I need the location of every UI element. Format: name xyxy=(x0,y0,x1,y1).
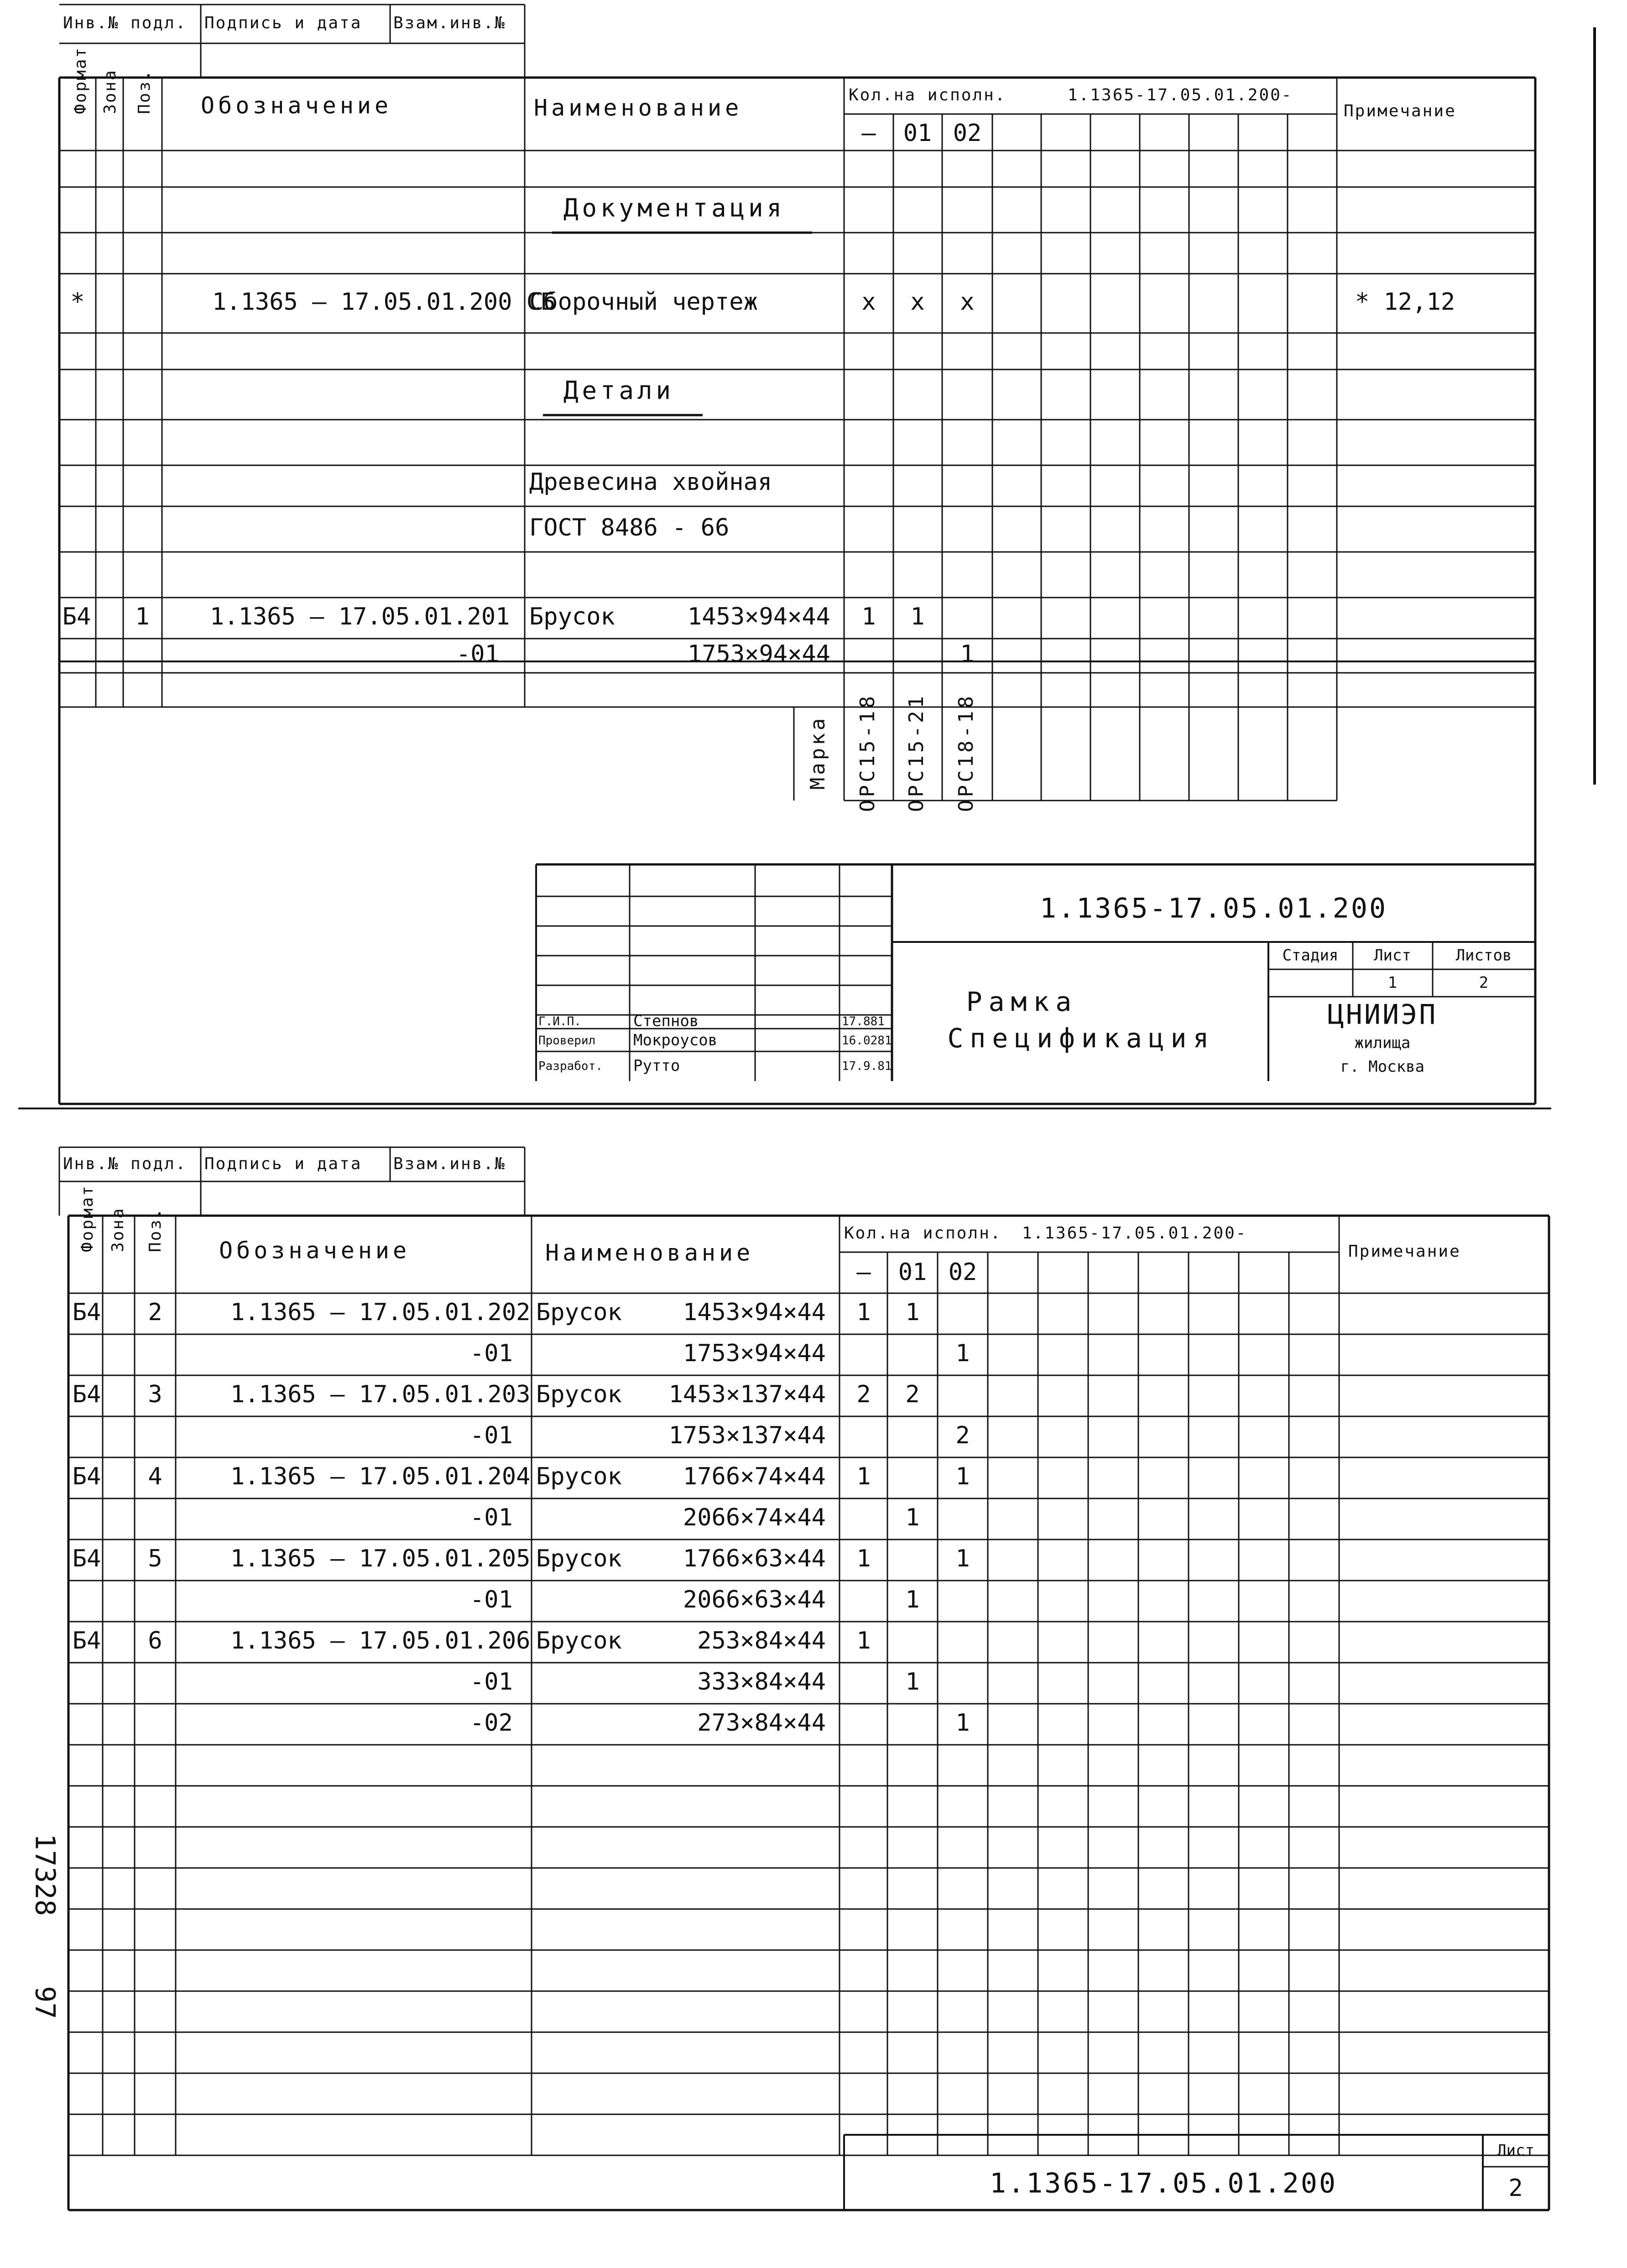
row-size: 1753×94×44 xyxy=(687,640,830,668)
col-format: Формат xyxy=(71,46,90,114)
qty-header: Кол.на исполн. xyxy=(849,86,1006,104)
sheet-value: 1 xyxy=(1387,973,1398,992)
row2-q1: 1 xyxy=(905,1299,920,1326)
title-line-2: Спецификация xyxy=(947,1023,1215,1054)
person-role: Проверил xyxy=(538,1034,596,1048)
section-parts: Детали xyxy=(563,376,675,405)
row-designation: 1.1365 — 17.05.01.201 xyxy=(210,603,510,630)
col-zone: Зона xyxy=(101,69,120,114)
qty2-header: Кол.на исполн. xyxy=(844,1224,1002,1243)
col-designation: Обозначение xyxy=(201,92,392,119)
row2-format: Б4 xyxy=(72,1381,101,1408)
row2-q1: 1 xyxy=(905,1668,920,1696)
person-date: 17.9.81 xyxy=(842,1059,892,1073)
variant-dash: — xyxy=(861,120,876,147)
stamp-inv-label-2: Инв.№ подл. xyxy=(63,1155,187,1173)
table-grid-lines xyxy=(18,5,1595,2210)
stage-label: Стадия xyxy=(1282,946,1339,965)
row2-size: 1766×63×44 xyxy=(683,1545,826,1572)
person-date: 16.0281 xyxy=(842,1034,892,1048)
person-name: Степнов xyxy=(633,1012,699,1030)
row2-size: 253×84×44 xyxy=(697,1627,826,1654)
qty-base: 1.1365-17.05.01.200- xyxy=(1068,86,1293,104)
material-line-2: ГОСТ 8486 - 66 xyxy=(529,514,730,541)
doc-designation: 1.1365 — 17.05.01.200 СБ xyxy=(212,288,555,316)
row2-designation: 1.1365 — 17.05.01.203 xyxy=(230,1381,531,1408)
row2-q1: 2 xyxy=(905,1381,920,1408)
doc-note: * 12,12 xyxy=(1355,288,1455,316)
margin-page-number: 97 xyxy=(29,1986,61,2019)
row-pos: 1 xyxy=(135,603,150,630)
row-size: 1453×94×44 xyxy=(687,603,830,630)
org-line-3: г. Москва xyxy=(1340,1057,1425,1076)
row2-designation: -01 xyxy=(470,1504,513,1531)
doc-format: * xyxy=(70,288,85,316)
row2-q0: 1 xyxy=(856,1299,871,1326)
row2-size: 273×84×44 xyxy=(697,1709,826,1737)
row2-q0: 2 xyxy=(856,1381,871,1408)
row2-designation: 1.1365 — 17.05.01.202 xyxy=(230,1299,531,1326)
row2-designation: -01 xyxy=(470,1668,513,1696)
row2-format: Б4 xyxy=(72,1627,101,1654)
row2-size: 1453×94×44 xyxy=(683,1299,826,1326)
person-name: Мокроусов xyxy=(633,1031,718,1050)
marka-label: Марка xyxy=(806,715,829,790)
row2-size: 2066×63×44 xyxy=(683,1586,826,1613)
row-format: Б4 xyxy=(62,603,91,630)
row2-format: Б4 xyxy=(72,1463,101,1490)
org-line-1: ЦНИИЭП xyxy=(1327,999,1438,1031)
row2-name: Брусок xyxy=(536,1381,622,1408)
row2-q2: 2 xyxy=(955,1422,970,1449)
row-name: Брусок xyxy=(529,603,615,630)
row2-name: Брусок xyxy=(536,1627,622,1654)
col2-name: Наименование xyxy=(545,1239,754,1266)
row-q1: 1 xyxy=(910,603,925,630)
row2-pos: 3 xyxy=(148,1381,162,1408)
title-line-1: Рамка xyxy=(966,986,1078,1018)
footer-doc-number: 1.1365-17.05.01.200 xyxy=(989,2167,1338,2200)
row-q2: 1 xyxy=(960,640,975,668)
qty2-base: 1.1365-17.05.01.200- xyxy=(1022,1224,1247,1243)
row2-size: 333×84×44 xyxy=(697,1668,826,1696)
row-q0: 1 xyxy=(861,603,876,630)
row2-designation: 1.1365 — 17.05.01.206 xyxy=(230,1627,531,1654)
row2-size: 1453×137×44 xyxy=(668,1381,826,1408)
col-note: Примечание xyxy=(1344,102,1456,120)
row2-designation: -01 xyxy=(470,1340,513,1367)
material-line-1: Древесина хвойная xyxy=(529,468,772,496)
doc-q1: х xyxy=(910,288,925,316)
row2-q1: 1 xyxy=(905,1586,920,1613)
org-line-2: жилища xyxy=(1354,1034,1411,1052)
row2-pos: 4 xyxy=(148,1463,162,1490)
row2-q0: 1 xyxy=(856,1463,871,1490)
col2-zone: Зона xyxy=(109,1207,127,1252)
row2-q2: 1 xyxy=(955,1709,970,1737)
stamp-inv-label: Инв.№ подл. xyxy=(63,14,187,32)
row2-format: Б4 xyxy=(72,1299,101,1326)
row2-name: Брусок xyxy=(536,1299,622,1326)
row2-name: Брусок xyxy=(536,1463,622,1490)
sheet-label: Лист xyxy=(1374,946,1411,965)
doc-q0: х xyxy=(861,288,876,316)
marka-1: ОРС15-21 xyxy=(905,693,928,812)
row2-q0: 1 xyxy=(856,1627,871,1654)
doc-q2: х xyxy=(960,288,975,316)
variant2-01: 01 xyxy=(898,1259,927,1286)
row2-format: Б4 xyxy=(72,1545,101,1572)
variant-01: 01 xyxy=(903,120,932,147)
footer-sheet-label: Лист xyxy=(1497,2141,1534,2160)
title-doc-number: 1.1365-17.05.01.200 xyxy=(1039,892,1388,925)
col2-pos: Поз. xyxy=(146,1207,165,1252)
stamp-sign-label: Подпись и дата xyxy=(204,14,362,32)
variant2-02: 02 xyxy=(948,1259,977,1286)
row2-designation: -01 xyxy=(470,1586,513,1613)
row-designation: -01 xyxy=(456,640,499,668)
row2-size: 2066×74×44 xyxy=(683,1504,826,1531)
marka-2: ОРС18-18 xyxy=(954,693,978,812)
col2-format: Формат xyxy=(78,1184,97,1252)
row2-q2: 1 xyxy=(955,1545,970,1572)
row2-designation: 1.1365 — 17.05.01.205 xyxy=(230,1545,531,1572)
person-date: 17.881 xyxy=(842,1014,885,1029)
row2-pos: 2 xyxy=(148,1299,162,1326)
row2-designation: -01 xyxy=(470,1422,513,1449)
variant2-dash: — xyxy=(856,1259,871,1286)
margin-archive-number: 17328 xyxy=(29,1833,61,1916)
row2-q2: 1 xyxy=(955,1340,970,1367)
footer-sheet-value: 2 xyxy=(1508,2174,1523,2202)
row2-size: 1753×137×44 xyxy=(668,1422,826,1449)
row2-size: 1753×94×44 xyxy=(683,1340,826,1367)
sheets-value: 2 xyxy=(1479,973,1489,992)
person-role: Г.И.П. xyxy=(538,1014,581,1029)
row2-q2: 1 xyxy=(955,1463,970,1490)
marka-0: ОРС15-18 xyxy=(856,693,879,812)
row2-q0: 1 xyxy=(856,1545,871,1572)
person-name: Рутто xyxy=(633,1056,680,1075)
row2-designation: 1.1365 — 17.05.01.204 xyxy=(230,1463,531,1490)
stamp-replace-label: Взам.инв.№ xyxy=(393,14,506,32)
stamp-sign-label-2: Подпись и дата xyxy=(204,1155,362,1173)
col-pos: Поз. xyxy=(135,69,154,114)
col-name: Наименование xyxy=(534,94,743,121)
row2-name: Брусок xyxy=(536,1545,622,1572)
col2-designation: Обозначение xyxy=(219,1237,411,1264)
doc-name: Сборочный чертеж xyxy=(529,288,758,316)
section-docs: Документация xyxy=(563,193,786,223)
person-role: Разработ. xyxy=(538,1059,603,1073)
row2-pos: 6 xyxy=(148,1627,162,1654)
row2-q1: 1 xyxy=(905,1504,920,1531)
row2-designation: -02 xyxy=(470,1709,513,1737)
variant-02: 02 xyxy=(953,120,982,147)
sheets-label: Листов xyxy=(1455,946,1512,965)
col2-note: Примечание xyxy=(1348,1242,1461,1261)
row2-pos: 5 xyxy=(148,1545,162,1572)
stamp-replace-label-2: Взам.инв.№ xyxy=(393,1155,506,1173)
row2-size: 1766×74×44 xyxy=(683,1463,826,1490)
